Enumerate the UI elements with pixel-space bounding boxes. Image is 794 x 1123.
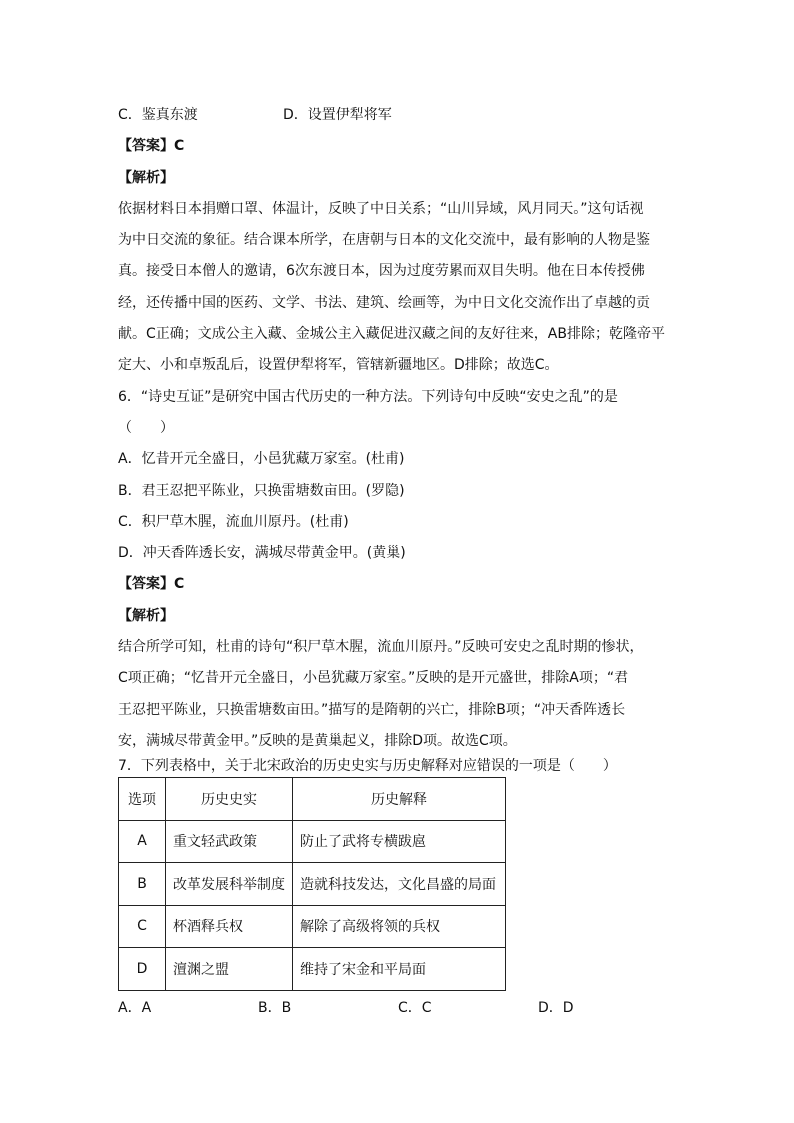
q5-analysis-line: 为中日交流的象征。结合课本所学，在唐朝与日本的文化交流中，最有影响的人物是鉴 bbox=[118, 232, 650, 249]
q6-option-a[interactable]: A．忆昔开元全盛日，小邑犹藏万家室。(杜甫) bbox=[118, 451, 405, 468]
q7-option-d[interactable]: D．D bbox=[538, 999, 574, 1016]
q6-analysis-line: 安，满城尽带黄金甲。”反映的是黄巢起义，排除D项。故选C项。 bbox=[118, 732, 517, 749]
q7-options-row bbox=[118, 993, 678, 1024]
q7-option-a[interactable]: A．A bbox=[118, 999, 152, 1016]
table-row bbox=[119, 820, 506, 863]
document-page bbox=[118, 100, 678, 1024]
table-header-cell: 历史史实 bbox=[166, 778, 293, 821]
table-header-row bbox=[119, 778, 506, 821]
q6-option-b[interactable]: B．君王忍把平陈业，只换雷塘数亩田。(罗隐) bbox=[118, 482, 405, 499]
q6-option-d[interactable]: D．冲天香阵透长安，满城尽带黄金甲。(黄巢) bbox=[118, 545, 406, 562]
q5-analysis-line: 定大、小和卓叛乱后，设置伊犁将军，管辖新疆地区。D排除；故选C。 bbox=[118, 357, 559, 374]
q7-table bbox=[118, 777, 506, 991]
table-cell: 重文轻武政策 bbox=[166, 820, 293, 863]
table-cell: B bbox=[119, 863, 166, 906]
q5-analysis-label: 【解析】 bbox=[118, 169, 174, 186]
table-row bbox=[119, 905, 506, 948]
table-cell: 解除了高级将领的兵权 bbox=[293, 905, 506, 948]
table-cell: A bbox=[119, 820, 166, 863]
table-cell: 杯酒释兵权 bbox=[166, 905, 293, 948]
table-cell: D bbox=[119, 948, 166, 991]
table-cell: C bbox=[119, 905, 166, 948]
q6-option-c[interactable]: C．积尸草木腥，流血川原丹。(杜甫) bbox=[118, 513, 349, 530]
q5-analysis-line: 献。C正确；文成公主入藏、金城公主入藏促进汉藏之间的友好往来，AB排除；乾隆帝平 bbox=[118, 326, 665, 343]
q5-options-row bbox=[118, 100, 678, 131]
q7-option-b[interactable]: B．B bbox=[258, 999, 292, 1016]
q6-stem-line: （ ） bbox=[118, 419, 174, 436]
q7-option-c[interactable]: C．C bbox=[398, 999, 432, 1016]
table-cell: 防止了武将专横跋扈 bbox=[293, 820, 506, 863]
q6-stem-line: 6．“诗史互证”是研究中国古代历史的一种方法。下列诗句中反映“安史之乱”的是 bbox=[118, 388, 618, 405]
table-header-cell: 选项 bbox=[119, 778, 166, 821]
q6-analysis-line: C项正确；“忆昔开元全盛日，小邑犹藏万家室。”反映的是开元盛世，排除A项；“君 bbox=[118, 670, 629, 687]
table-row bbox=[119, 948, 506, 991]
q6-analysis-line: 王忍把平陈业，只换雷塘数亩田。”描写的是隋朝的兴亡，排除B项；“冲天香阵透长 bbox=[118, 701, 626, 718]
q6-analysis-line: 结合所学可知，杜甫的诗句“积尸草木腥，流血川原丹。”反映可安史之乱时期的惨状， bbox=[118, 639, 644, 656]
q5-option-c[interactable]: C．鉴真东渡 bbox=[118, 107, 198, 123]
q5-answer: 【答案】C bbox=[118, 138, 185, 155]
table-cell: 澶渊之盟 bbox=[166, 948, 293, 991]
table-cell: 造就科技发达，文化昌盛的局面 bbox=[293, 863, 506, 906]
table-row bbox=[119, 863, 506, 906]
q5-analysis-line: 依据材料日本捐赠口罩、体温计，反映了中日关系；“山川异域，风月同天。”这句话视 bbox=[118, 200, 644, 217]
q7-stem: 7．下列表格中，关于北宋政治的历史史实与历史解释对应错误的一项是（ ） bbox=[118, 758, 617, 775]
q5-analysis-line: 经，还传播中国的医药、文学、书法、建筑、绘画等，为中日文化交流作出了卓越的贡 bbox=[118, 294, 650, 311]
table-header-cell: 历史解释 bbox=[293, 778, 506, 821]
q5-option-d[interactable]: D．设置伊犁将军 bbox=[283, 107, 392, 123]
table-cell: 维持了宋金和平局面 bbox=[293, 948, 506, 991]
q5-analysis-line: 真。接受日本僧人的邀请，6次东渡日本，因为过度劳累而双目失明。他在日本传授佛 bbox=[118, 263, 645, 280]
q6-answer: 【答案】C bbox=[118, 576, 185, 593]
q6-analysis-label: 【解析】 bbox=[118, 607, 174, 624]
table-cell: 改革发展科举制度 bbox=[166, 863, 293, 906]
